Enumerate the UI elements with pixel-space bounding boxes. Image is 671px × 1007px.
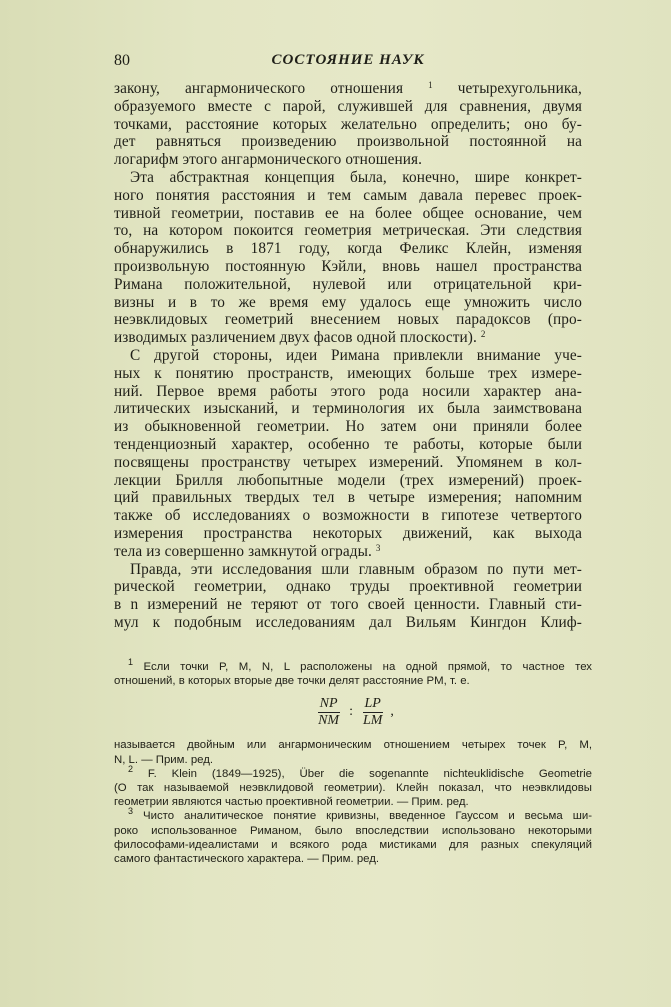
text-line: в n измерений не теряют от того своей ценности. Главный сти-: [114, 596, 582, 614]
text-line: визны и в то же время ему удалось еще умножить число: [114, 293, 582, 311]
footnotes: [114, 657, 592, 866]
footnote-line: $^1$ Если точки P, M, N, L расположены на одной прямой, то частное тех: [128, 657, 592, 673]
text-line: Эта абстрактная концепция была, конечно, шире конкрет-: [130, 168, 582, 186]
paragraph-2: [114, 169, 582, 347]
text-line: точками, расстояние которых желательно определить; оно бу-: [114, 115, 582, 133]
footnote-2: [114, 763, 592, 810]
text-line: из обыкновенной геометрии. Но затем они приняли более: [114, 418, 582, 436]
text-line: мул к подобным исследованиям дал Вильям Кингдон Клиф-: [114, 613, 582, 631]
footnote-marker-3: 3: [128, 806, 134, 817]
footnote-1: [114, 657, 592, 767]
text-line: ний. Первое время работы этого рода носили характер ана-: [114, 382, 582, 400]
text-line: дет равняться произведению произвольной постоянной на: [114, 133, 582, 151]
footnote-line: называется двойным или ангармоническим отношением четырех точек P, M,: [114, 739, 592, 752]
text-line: ций правильных твердых тел в четыре измерения; напомним: [114, 489, 582, 507]
text-line: тивной геометрии, поставив ее на более общее основание, чем: [114, 204, 582, 222]
text-line: рической геометрии, однако труды проективной геометрии: [114, 578, 582, 596]
footnote-line: отношений, в которых вторые две точки делят расстояние PM, т. е.: [114, 675, 470, 688]
footnote-line: (О так называемой неэвклидовой геометрии). Клейн показал, что неэвклидовы: [114, 782, 592, 795]
footnote-line: $^3$ Чисто аналитическое понятие кривизны, введенное Гауссом и весьма ши-: [128, 806, 592, 823]
footnote-ref-2[interactable]: 2: [480, 329, 486, 340]
footnote-line: роко использованное Риманом, было впоследствии использовано некоторыми: [114, 824, 592, 837]
text-line: лекции Брилля любопытные модели (трех измерений) проек-: [114, 471, 582, 489]
text-line: С другой стороны, идеи Римана привлекли внимание уче-: [130, 346, 582, 364]
footnote-3: [114, 806, 592, 866]
paragraph-4: [114, 561, 582, 632]
text-line: Римана положительной, нулевой или отрицательной кри-: [114, 275, 582, 293]
text-line: тенденциозный характер, особенно те работы, которые были: [114, 435, 582, 453]
text-line: образуемого вместе с парой, служившей для сравнения, двумя: [114, 97, 582, 115]
text-line: обнаружились в 1871 году, когда Феликс Клейн, изменяя: [114, 240, 582, 258]
text-line: литических изысканий, и терминология их была заимствована: [114, 400, 582, 418]
text-line: изводимых различением двух фасов одной плоскости). $^2$: [114, 329, 486, 347]
fraction-np-nm: $\frac{NP}{NM}$: [318, 695, 340, 728]
paragraph-1: [114, 80, 582, 169]
footnote-marker-2: 2: [128, 763, 134, 774]
text-line: логарифм этого ангармонического отношения.: [114, 151, 423, 169]
text-line: измерения пространства некоторых движений, как выхода: [114, 524, 582, 542]
text-line: Правда, эти исследования шли главным образом по пути мет-: [130, 560, 582, 578]
ratio-operator: :: [349, 704, 353, 720]
running-head: [114, 52, 582, 74]
text-line: также об исследованиях о возможности в гипотезе четвертого: [114, 507, 582, 525]
body-text: [114, 80, 582, 632]
text-line: тела из совершенно замкнутой ограды. $^3$: [114, 542, 381, 560]
book-page: [114, 52, 582, 632]
paragraph-3: [114, 347, 582, 561]
text-line: произвольную постоянную Кэйли, вновь нашел пространства: [114, 257, 582, 275]
fraction-lp-lm: $\frac{LP}{LM}$: [362, 695, 383, 728]
footnote-line: геометрии являются частью проективной геометрии. — Прим. ред.: [114, 796, 469, 809]
cross-ratio-formula: $\frac{NP}{NM}$ : $\frac{LP}{LM}$ ,: [318, 695, 394, 728]
text-line: неэвклидовых геометрий внесением новых парадоксов (про-: [114, 311, 582, 329]
text-line: посвящены пространству четырех измерений. Упомянем в кол-: [114, 453, 582, 471]
footnote-line: самого фантастического характера. — Прим. ред.: [114, 853, 380, 866]
text-line: то, на котором покоится геометрия метрическая. Эти следствия: [114, 222, 582, 240]
footnote-line: N, L. — Прим. ред.: [114, 753, 214, 766]
footnote-line: философами-идеалистами и всякого рода мистиками для разных спекуляций: [114, 838, 592, 851]
page-number: 80: [114, 52, 130, 69]
footnote-ref-1[interactable]: 1: [428, 80, 433, 90]
footnote-ref-3[interactable]: 3: [375, 542, 381, 553]
running-title: СОСТОЯНИЕ НАУК: [271, 52, 425, 68]
footnote-line: $^2$ F. Klein (1849—1925), Über die sogenannte nichteuklidische Geometrie: [128, 763, 592, 780]
text-line: ных к понятию пространств, имеющих больше трех измере-: [114, 364, 582, 382]
footnote-marker-1: 1: [128, 657, 134, 667]
text-line: закону, ангармонического отношения $^1$ четырехугольника,: [114, 80, 582, 97]
text-line: ного понятия расстояния и тем самым давала перевес проек-: [114, 186, 582, 204]
